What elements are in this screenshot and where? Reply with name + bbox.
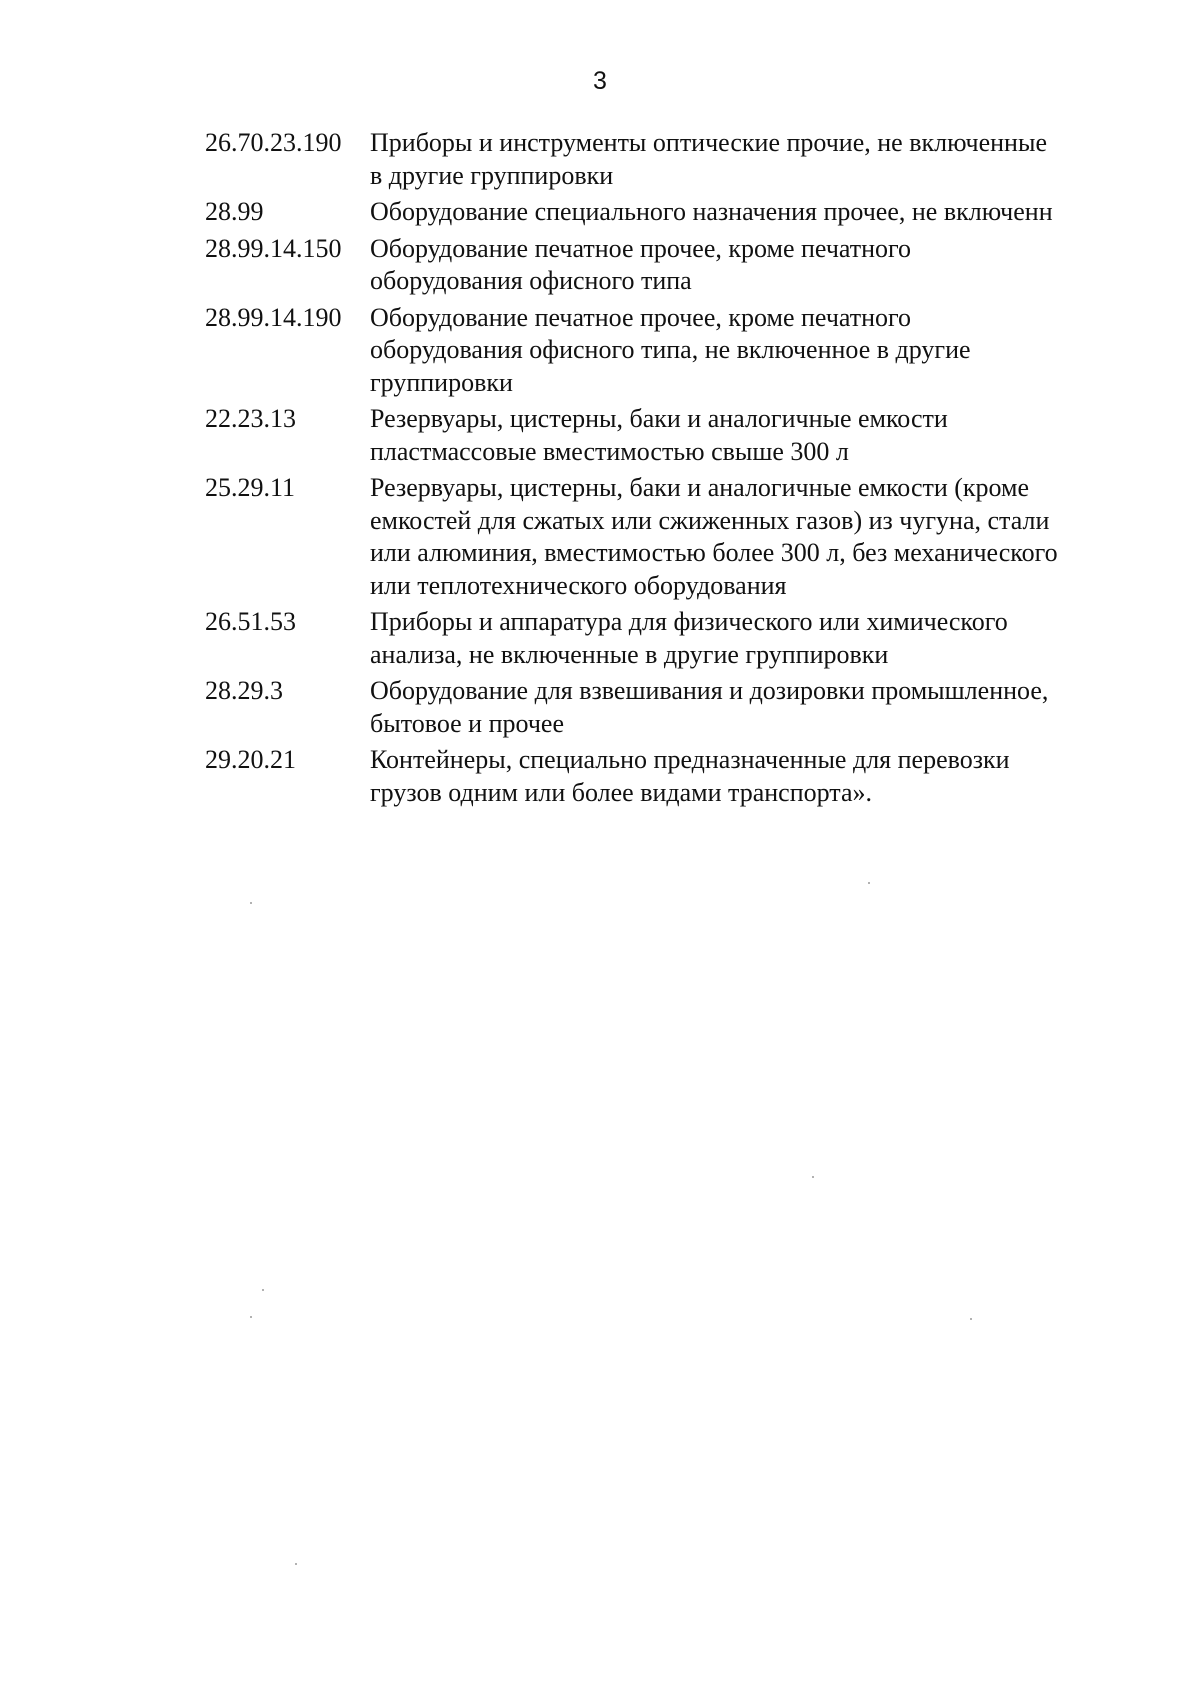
entry-description: [370, 233, 1108, 298]
entry-description: [370, 606, 1108, 671]
entry-description-line: анализа, не включенные в другие группировки: [370, 639, 889, 669]
list-item: [205, 233, 1125, 298]
entry-description-line: оборудования офисного типа, не включенное в другие: [370, 335, 971, 364]
entry-code: 28.29.3: [205, 676, 283, 705]
entry-code: 26.70.23.190: [205, 128, 342, 157]
page-number: 3: [593, 67, 607, 95]
entry-code: 28.99.14.150: [205, 233, 342, 263]
entry-description-line: Оборудование печатное прочее, кроме печатного: [370, 302, 912, 332]
entry-code: 28.99: [205, 197, 264, 226]
list-item: [205, 403, 1125, 468]
list-item: [205, 196, 1125, 229]
scan-speck: [250, 902, 252, 904]
entry-description-line: Резервуары, цистерны, баки и аналогичные емкости: [370, 404, 948, 433]
entry-description-line: бытовое и прочее: [370, 708, 564, 738]
entry-description-line: группировки: [370, 367, 513, 397]
scan-speck: [812, 1176, 814, 1178]
entry-description-line: емкостей для сжатых или сжиженных газов) из чугуна, стали: [370, 505, 1050, 535]
list-item: [205, 606, 1125, 671]
entry-description-line: Приборы и аппаратура для физического или химического: [370, 607, 1008, 636]
entry-description-line: грузов одним или более видами транспорта».: [370, 777, 873, 807]
list-item: [205, 472, 1125, 602]
entry-code: 29.20.21: [205, 745, 296, 774]
classification-list: [205, 127, 1125, 813]
scan-speck: [970, 1318, 972, 1320]
entry-description-line: Оборудование печатное прочее, кроме печатного: [370, 233, 912, 263]
entry-description-line: Контейнеры, специально предназначенные для перевозки: [370, 745, 1010, 774]
entry-description-line: пластмассовые вместимостью свыше 300 л: [370, 436, 849, 466]
list-item: [205, 302, 1125, 400]
entry-code: 26.51.53: [205, 607, 296, 636]
scan-speck: [250, 1316, 252, 1318]
entry-description-line: Резервуары, цистерны, баки и аналогичные емкости (кроме: [370, 473, 1030, 502]
entry-description: [370, 744, 1108, 809]
entry-description-line: Оборудование для взвешивания и дозировки промышленное,: [370, 676, 1049, 705]
entry-description-line: оборудования офисного типа: [370, 266, 692, 295]
entry-description: [370, 403, 1108, 468]
entry-description-line: в другие группировки: [370, 160, 614, 190]
entry-description: [370, 127, 1108, 192]
scan-speck: [262, 1289, 264, 1291]
entry-description-line: Оборудование специального назначения прочее, не включенн: [370, 197, 1053, 226]
entry-description: [370, 302, 1108, 400]
entry-description-line: или теплотехнического оборудования: [370, 570, 787, 600]
entry-description-line: Приборы и инструменты оптические прочие, не включенные: [370, 128, 1047, 157]
entry-description-line: или алюминия, вместимостью более 300 л, без механического: [370, 538, 1058, 567]
list-item: [205, 744, 1125, 809]
entry-description: [370, 196, 1108, 229]
scan-speck: [868, 882, 870, 884]
scan-speck: [295, 1563, 297, 1565]
list-item: [205, 675, 1125, 740]
list-item: [205, 127, 1125, 192]
entry-description: [370, 675, 1108, 740]
entry-code: 22.23.13: [205, 404, 296, 433]
entry-code: 28.99.14.190: [205, 302, 342, 332]
entry-code: 25.29.11: [205, 473, 296, 502]
entry-description: [370, 472, 1108, 602]
